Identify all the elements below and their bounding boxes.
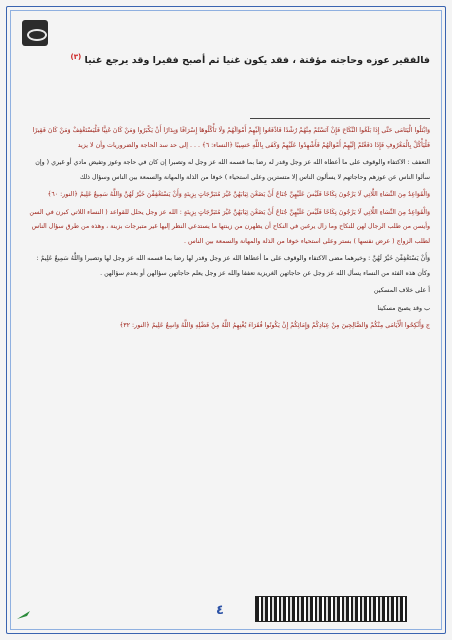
page-content [22, 50, 430, 337]
paragraph-1: وَابْتَلُوا الْيَتَامَى حَتَّى إِذَا بَلَغُوا النِّكَاحَ فَإِنْ آنَسْتُمْ مِنْهُمْ رُشْدًا فَادْفَعُوا إِلَيْهِمْ أَمْوَالَهُمْ وَلَا تَأْكُلُوهَا إِسْرَافًا وَبِدَارًا أَنْ يَكْبَرُوا وَمَنْ كَانَ غَنِيًّا فَلْيَسْتَعْفِفْ وَمَنْ كَانَ فَقِيرًا فَلْيَأْكُلْ بِالْمَعْرُوفِ فَإِذَا دَفَعْتُمْ إِلَيْهِمْ أَمْوَالَهُمْ فَأَشْهِدُوا عَلَيْهِمْ وَكَفَى بِاللَّهِ حَسِيبًا ﴿النساء: ٦﴾ . . . إلى حد سد الحاجة والضروريات وأن لا يزيد [32, 127, 430, 149]
paragraph-4: وَالْقَوَاعِدُ مِنَ النِّسَاءِ اللَّاتِي لَا يَرْجُونَ نِكَاحًا فَلَيْسَ عَلَيْهِنَّ جُنَاحٌ أَنْ يَضَعْنَ ثِيَابَهُنَّ غَيْرَ مُتَبَرِّجَاتٍ بِزِينَةٍ : الله عز وجل يحلل للقواعد ( النساء اللاتي كبرن في السن وأيسن من طلب الرجال لهن للنكاح وما زال يرغبن في النكاح أن يظهرن من زينتها ما يستدعي النظر إليها غير متبرجات بزينة ، وهذه من طرق سؤال الناس لطلب الزواج ( عرض نفسها ) بستر وعلى استحياء خوفا من الذلة والمهانة والسمعة بين الناس . [29, 208, 430, 245]
quill-icon [16, 610, 32, 620]
book-logo-icon [22, 20, 48, 46]
calligraphy-seal [255, 596, 407, 622]
paragraph-5: وَأَنْ يَسْتَعْفِفْنَ خَيْرٌ لَهُنَّ : وخيرهما مضى الاكتفاء والوقوف على ما أعطاها الله عز وجل وقدر لها رضا بما قسمه الله عز وجل لها وتصبرا وَاللَّهُ سَمِيعٌ عَلِيمٌ : وكأن هذه الفئة من النساء يسأل الله عز وجل عن حاجاتهن الغريزية تعففا والله عز وجل يعلم حاجاتهن سؤالهن أو بعدم سؤالهن . [36, 255, 430, 277]
headline-text: فالفقير عوزه وحاجته مؤقتة ، فقد يكون غنيا ثم أصبح فقيرا وقد يرجع غنيا [84, 55, 430, 67]
list-item-c: ج وَأَنْكِحُوا الْأَيَامَى مِنْكُمْ وَالصَّالِحِينَ مِنْ عِبَادِكُمْ وَإِمَائِكُمْ إِنْ يَكُونُوا فُقَرَاءَ يُغْنِهِمُ اللَّهُ مِنْ فَضْلِهِ وَاللَّهُ وَاسِعٌ عَلِيمٌ ﴿النور: ٣٢﴾ [119, 322, 430, 330]
list-item-b: ب وقد يصبح مسكينا [377, 304, 430, 312]
paragraph-3: وَالْقَوَاعِدُ مِنَ النِّسَاءِ اللَّاتِي لَا يَرْجُونَ نِكَاحًا فَلَيْسَ عَلَيْهِنَّ جُنَاحٌ أَنْ يَضَعْنَ ثِيَابَهُنَّ غَيْرَ مُتَبَرِّجَاتٍ بِزِينَةٍ وَأَنْ يَسْتَعْفِفْنَ خَيْرٌ لَهُنَّ وَاللَّهُ سَمِيعٌ عَلِيمٌ ﴿النور: ٦٠﴾ [47, 191, 430, 199]
footnote-rule [250, 118, 430, 119]
paragraph-2: التعفف : الاكتفاء والوقوف على ما أعطاه الله عز وجل وقدر له رضا بما قسمه الله عز وجل له وتصبرا إن كان في حاجة وعوز وتفيض مادي أو غيري ( وإن سألوا الناس عن عوزهم وحاجاتهم لا يسألون الناس إلا متسترين وعلى استحياء ) خوفا من الذلة والمهانة والسمعة بين الناس وسؤال ذلك [35, 159, 430, 181]
headline-footnote-marker: (٣) [70, 53, 82, 61]
list-item-a: أ على خلاف المسكين [373, 287, 430, 295]
page-number: ٤ [216, 603, 224, 618]
page-footer [0, 596, 452, 626]
headline [22, 50, 430, 68]
